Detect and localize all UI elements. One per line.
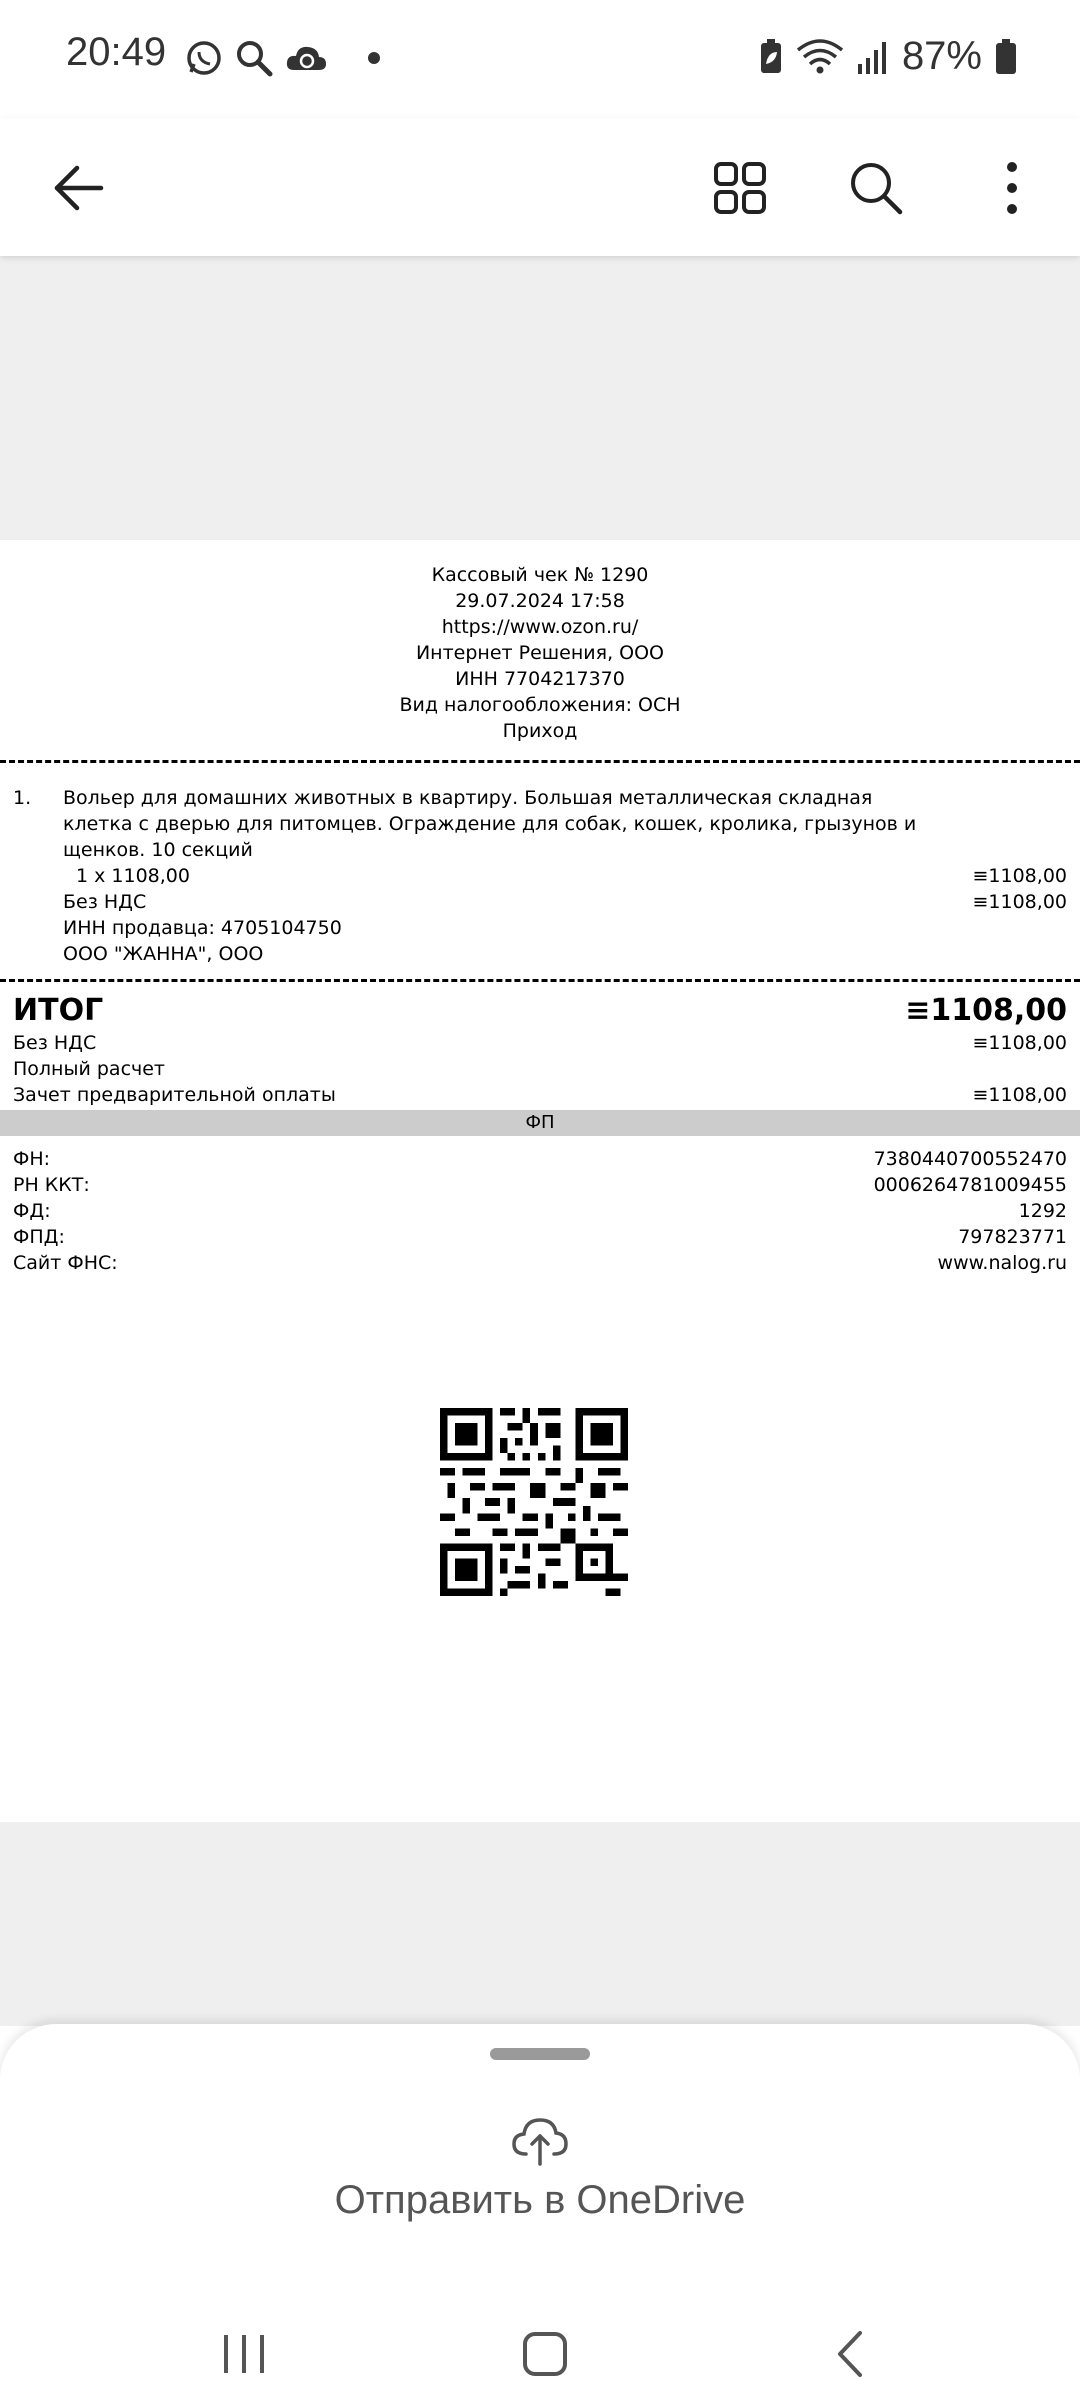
- total-row: [0, 982, 1080, 1030]
- item-title: Вольер для домашних животных в квартиру. Большая металлическая складная клетка с дверью для питомцев. Ограждение для собак, кошек, кролика, грызунов и щенков. 10 секций: [63, 787, 917, 861]
- wifi-icon: [796, 38, 844, 76]
- grid-view-button[interactable]: [700, 148, 780, 228]
- total-vat-amount: ≡1108,00: [972, 1032, 1067, 1054]
- whatsapp-icon: [184, 38, 224, 78]
- item-seller-inn: ИНН продавца: 4705104750: [63, 917, 342, 939]
- receipt-company: Интернет Решения, ООО: [415, 642, 665, 664]
- total-label: ИТОГ: [13, 993, 104, 1028]
- receipt-datetime: 29.07.2024 17:58: [455, 590, 625, 612]
- cloud-sync-icon: [284, 38, 328, 78]
- back-icon: [832, 2329, 868, 2379]
- total-amount: ≡1108,00: [905, 993, 1067, 1028]
- fp-bar: ФП: [0, 1110, 1080, 1136]
- more-vert-icon: [1002, 160, 1022, 216]
- status-bar: [0, 0, 1080, 118]
- receipt-inn: ИНН 7704217370: [455, 668, 625, 690]
- signal-icon: [856, 38, 890, 76]
- fiscal-row: [0, 1198, 1080, 1224]
- fiscal-value: 0006264781009455: [873, 1174, 1067, 1196]
- item-vat-amount: ≡1108,00: [972, 891, 1067, 913]
- back-button[interactable]: [38, 148, 118, 228]
- fiscal-label: ФД:: [13, 1200, 51, 1222]
- search-button[interactable]: [836, 148, 916, 228]
- status-icons-left: [184, 38, 380, 78]
- receipt-header: [0, 540, 1080, 744]
- battery-icon: [994, 38, 1018, 76]
- receipt-page: [0, 540, 1080, 1822]
- home-icon: [521, 2330, 569, 2378]
- system-nav-bar: [0, 2314, 1080, 2400]
- fiscal-label: РН ККТ:: [13, 1174, 90, 1196]
- item-vat-label: Без НДС: [63, 891, 147, 913]
- send-to-onedrive-button[interactable]: [0, 2114, 1080, 2254]
- receipt-operation-type: Приход: [502, 720, 578, 742]
- fiscal-row: [0, 1172, 1080, 1198]
- receipt-title: Кассовый чек № 1290: [431, 564, 649, 586]
- more-options-button[interactable]: [972, 148, 1052, 228]
- fiscal-label: Сайт ФНС:: [13, 1252, 118, 1274]
- status-time: 20:49: [66, 30, 167, 74]
- fiscal-value: www.nalog.ru: [937, 1252, 1067, 1274]
- recents-button[interactable]: [204, 2324, 284, 2384]
- fiscal-row: [0, 1224, 1080, 1250]
- status-icons-right: [758, 34, 1018, 79]
- item-number: 1.: [13, 787, 32, 809]
- fiscal-value: 1292: [1018, 1200, 1067, 1222]
- prepay-amount: ≡1108,00: [972, 1084, 1067, 1106]
- battery-percent: 87%: [901, 34, 982, 78]
- fiscal-value: 797823771: [958, 1226, 1067, 1248]
- search-icon: [848, 160, 904, 216]
- item-qty-amount: ≡1108,00: [972, 865, 1067, 887]
- prepay-label: Зачет предварительной оплаты: [13, 1084, 336, 1106]
- receipt-site: https://www.ozon.ru/: [441, 616, 639, 638]
- notification-dot: [368, 52, 380, 64]
- fiscal-row: [0, 1250, 1080, 1276]
- sheet-drag-handle[interactable]: [490, 2048, 590, 2060]
- total-vat-label: Без НДС: [13, 1032, 97, 1054]
- fiscal-label: ФН:: [13, 1148, 51, 1170]
- receipt-item: [0, 763, 1080, 979]
- item-qty: 1 x 1108,00: [76, 865, 190, 887]
- fiscal-label: ФПД:: [13, 1226, 65, 1248]
- battery-saver-icon: [758, 38, 784, 76]
- nav-back-button[interactable]: [810, 2324, 890, 2384]
- payment-type: Полный расчет: [13, 1058, 165, 1080]
- app-toolbar: [0, 118, 1080, 256]
- cloud-upload-icon: [510, 2114, 570, 2166]
- home-button[interactable]: [505, 2324, 585, 2384]
- send-to-onedrive-label: Отправить в OneDrive: [334, 2178, 746, 2222]
- receipt-tax-system: Вид налогообложения: ОСН: [399, 694, 681, 716]
- grid-icon: [712, 160, 768, 216]
- fiscal-data: [0, 1136, 1080, 1276]
- fiscal-value: 7380440700552470: [873, 1148, 1067, 1170]
- fiscal-row: [0, 1146, 1080, 1172]
- back-arrow-icon: [51, 161, 105, 215]
- bottom-sheet: [0, 2024, 1080, 2400]
- search-icon: [234, 38, 274, 78]
- qr-code: [440, 1408, 628, 1596]
- item-seller-name: ООО "ЖАННА", ООО: [63, 943, 264, 965]
- recents-icon: [220, 2331, 268, 2377]
